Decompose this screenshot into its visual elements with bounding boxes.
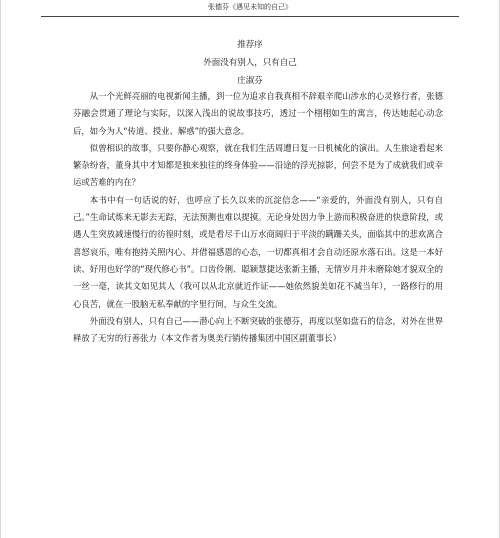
section-title: 推荐序 [237,40,263,50]
title-block [61,36,439,90]
paragraph: 本书中有一句话说的好，也呼应了长久以来的沉淀信念——“亲爱的，外面没有别人，只有自己。”生命试炼来无影去无踪，无法预测也难以提摸。无论身处因力争上游而积极奋进的快意阶段，或遇人生突放减速慢行的彷徨时刻，或是看尽千山万水商阔归于平淡的蹒跚关头，面临其中的悲欢离合喜怒哀乐，唯有抱持关照内心、并借福感恩的心态，一切都真相才会自动还原水落石出。这是一本好读、好用也好学的“现代修心书”。口齿伶俐、聪颖慧捷达张新主播，无情岁月并未磨除她才貌双全的一丝一毫，读其文如见其人（我可以从北京就近作证——她依然貌美如花不减当年），一路修行的用心良苦，就在一股脑无私奉献的字里行间，与众生交流。 [73,194,443,309]
running-header: 张德芬《遇见未知的自己》 [41,0,459,17]
subtitle: 外面没有别人，只有自己 [203,58,297,68]
paragraph: 从一个光鲜亮丽的电视新闻主播，到一位为追求自我真相不辞艰辛爬山涉水的心灵修行者，张德芬融会贯通了理论与实际，以深入浅出的说故事技巧，透过一个栩栩如生的寓言，传达她起心动念后，如今为人“传道、授业、解惑”的强大意念。 [73,91,443,136]
paragraph: 似曾相识的故事，只要你静心观察，就在我们生活周遭日复一日机械化的演出。人生旅途看起来繁杂纷沓，董身其中才知都是独来独往的终身体验——沿途的浮光掠影，何尝不是为了成就我们或幸运或苦难的内在？ [73,142,443,188]
paragraph: 外面没有别人，只有自己——潜心向上不断突破的张德芬，再度以坚如盘石的信念，对外在世界释放了无穷的行善张力（本文作者为奥美行销传播集团中国区副董事长） [73,315,443,344]
body-text [73,88,443,347]
author-name: 庄淑芬 [237,76,263,86]
